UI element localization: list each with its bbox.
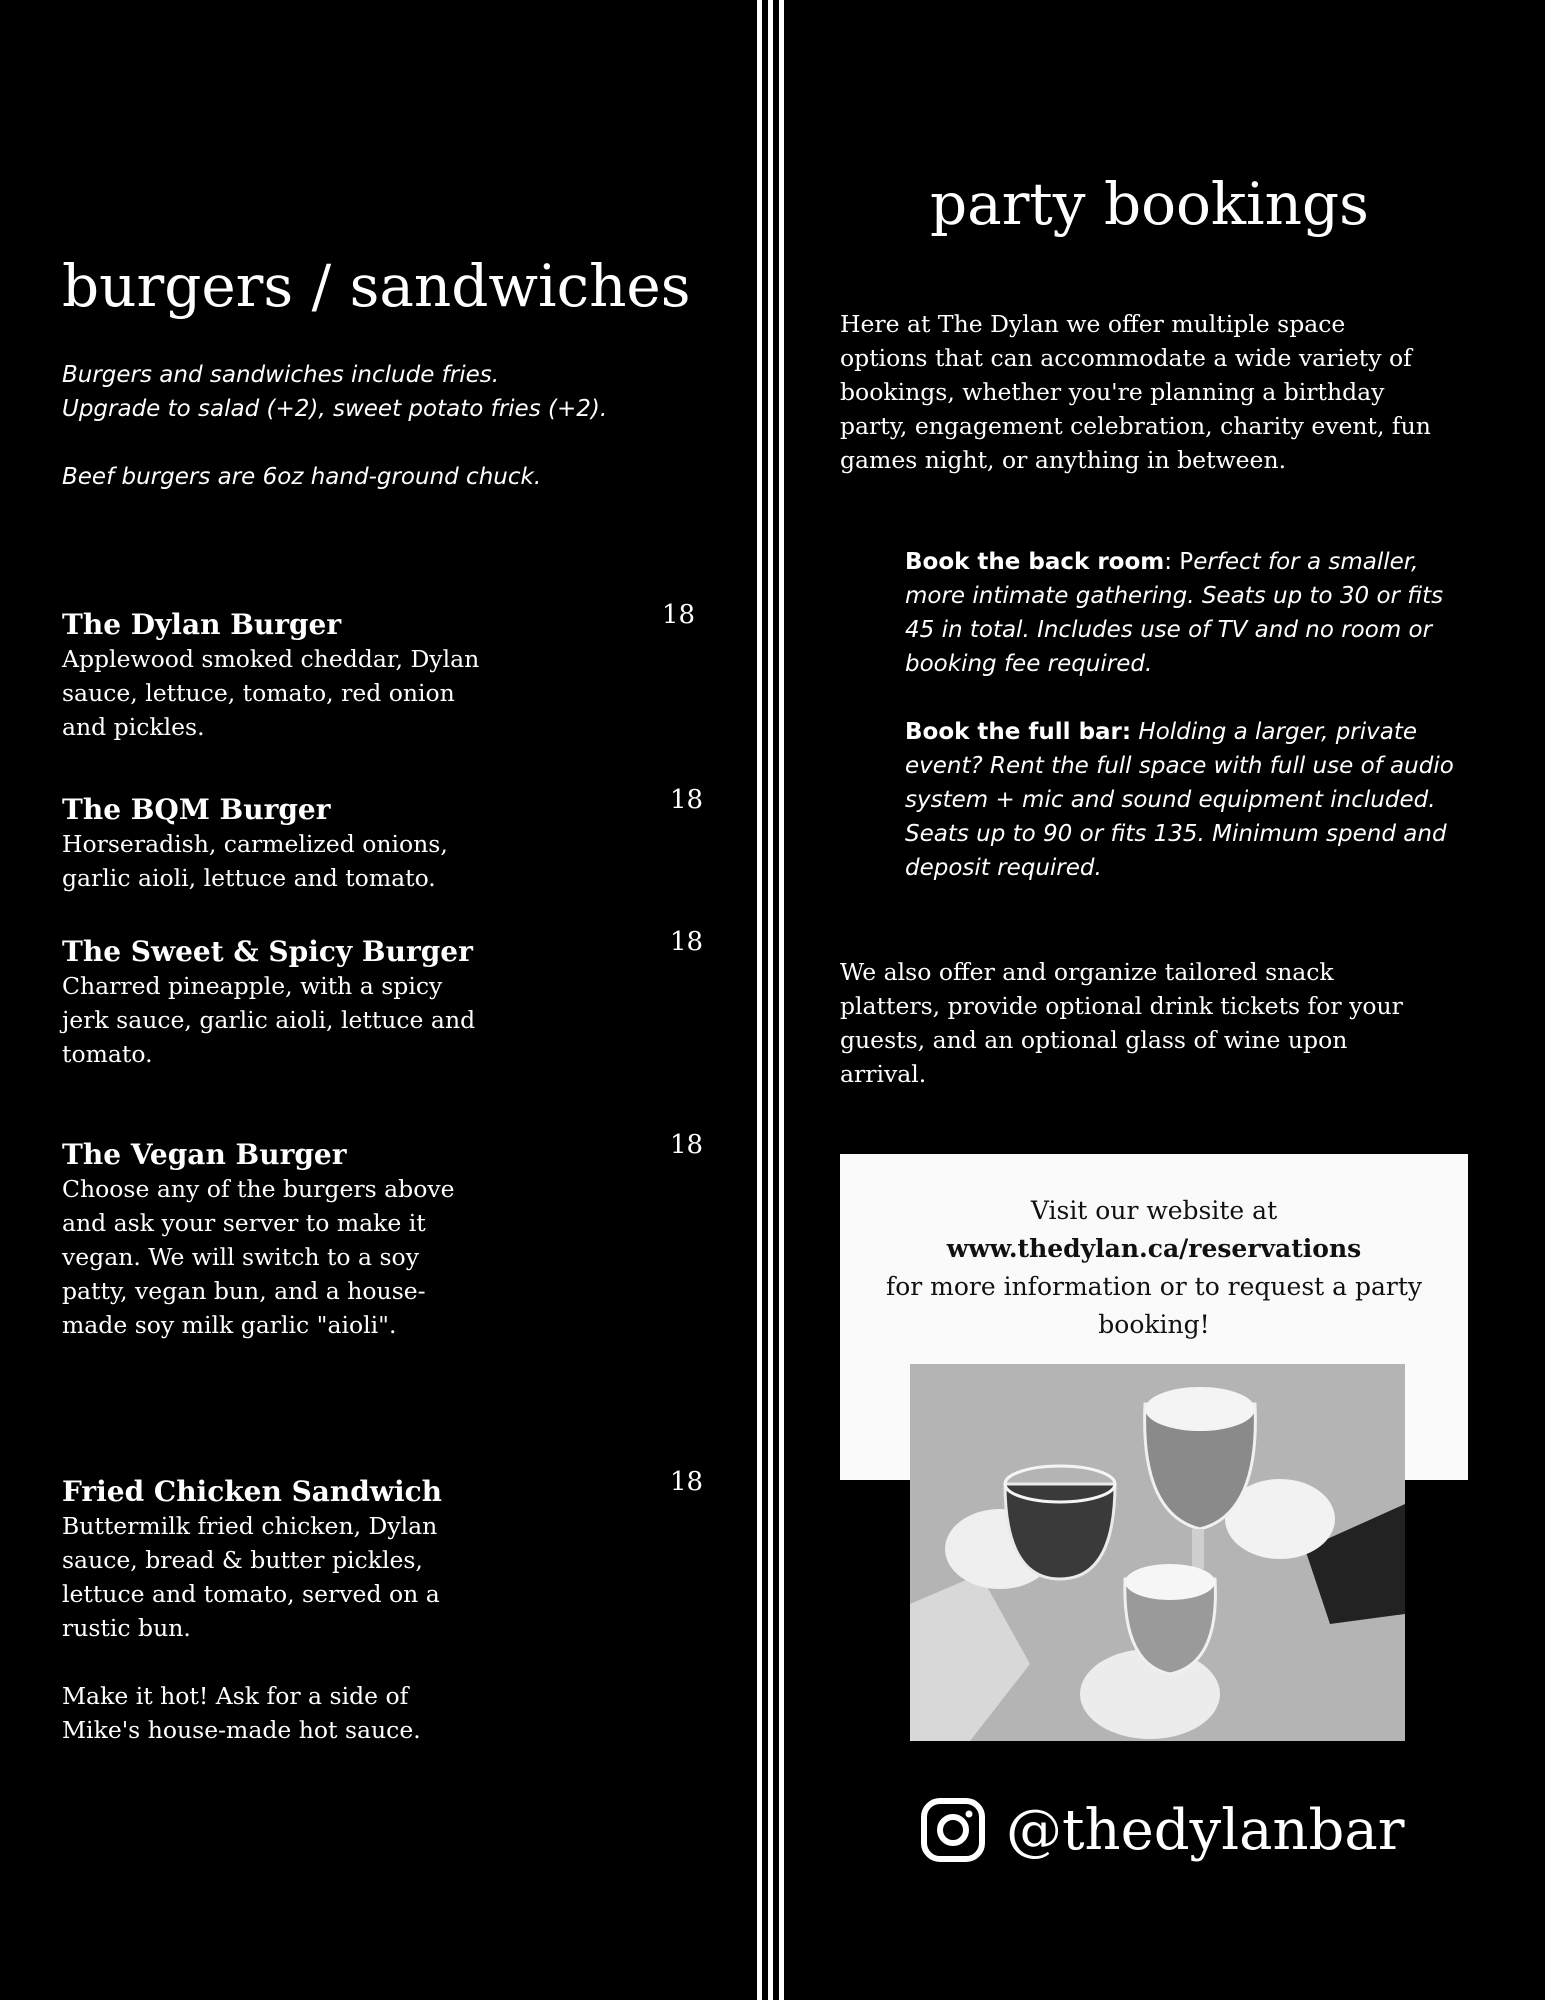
menu-item-fried-chicken-sandwich <box>62 1467 712 1747</box>
instagram-icon <box>920 1797 986 1863</box>
desc-line: garlic aioli, lettuce and tomato. <box>62 864 436 892</box>
divider-line <box>779 0 784 2000</box>
beer-foam-top <box>1145 1387 1255 1431</box>
option-line: booking fee required. <box>905 651 1153 677</box>
item-price: 18 <box>670 1467 704 1497</box>
option-line: system + mic and sound equipment included. <box>905 787 1436 813</box>
intro-line: Beef burgers are 6oz hand-ground chuck. <box>62 464 542 490</box>
beer-foam-bottom <box>1125 1564 1215 1600</box>
menu-intro <box>62 358 702 494</box>
item-name: The Dylan Burger <box>62 608 342 641</box>
option-label: Book the back room <box>905 549 1165 575</box>
intro-line: Upgrade to salad (+2), sweet potato fries (+2). <box>62 396 608 422</box>
divider-line <box>768 0 773 2000</box>
item-name: Fried Chicken Sandwich <box>62 1475 443 1508</box>
party-extras <box>840 955 1505 1091</box>
item-description <box>62 1172 712 1342</box>
cta-text <box>870 1192 1438 1344</box>
desc-line: vegan. We will switch to a soy <box>62 1243 419 1271</box>
desc-line: rustic bun. <box>62 1614 191 1642</box>
desc-line: Applewood smoked cheddar, Dylan <box>62 645 480 673</box>
item-price: 18 <box>662 600 696 630</box>
menu-item-dylan-burger <box>62 600 712 744</box>
item-name: The BQM Burger <box>62 793 331 826</box>
desc-line: tomato. <box>62 1040 153 1068</box>
desc-line: sauce, lettuce, tomato, red onion <box>62 679 455 707</box>
menu-intro-beef <box>62 460 702 494</box>
desc-line: made soy milk garlic "aioli". <box>62 1311 397 1339</box>
instagram-handle[interactable] <box>920 1790 1405 1870</box>
option-label: Book the full bar: <box>905 719 1132 745</box>
party-intro <box>840 307 1505 477</box>
full-bar-option <box>905 715 1505 885</box>
option-line: event? Rent the full space with full use of audio <box>905 753 1454 779</box>
desc-line: patty, vegan bun, and a house- <box>62 1277 426 1305</box>
desc-line: Charred pineapple, with a spicy <box>62 972 443 1000</box>
intro-line: Burgers and sandwiches include fries. <box>62 362 500 388</box>
option-separator: : P <box>1164 549 1194 575</box>
extras-line: We also offer and organize tailored snack <box>840 958 1334 986</box>
reservation-link[interactable]: www.thedylan.ca/reservations <box>946 1234 1362 1263</box>
option-line: Holding a larger, private <box>1131 719 1418 745</box>
menu-title: burgers / sandwiches <box>62 252 691 320</box>
item-price: 18 <box>670 927 704 957</box>
extras-line: arrival. <box>840 1060 927 1088</box>
note-line: Make it hot! Ask for a side of <box>62 1682 409 1710</box>
item-price: 18 <box>670 785 704 815</box>
item-description <box>62 969 712 1071</box>
extras-line: platters, provide optional drink tickets for your <box>840 992 1403 1020</box>
item-name: The Vegan Burger <box>62 1138 347 1171</box>
intro-line: options that can accommodate a wide variety of <box>840 344 1412 372</box>
desc-line: Horseradish, carmelized onions, <box>62 830 448 858</box>
option-line: erfect for a smaller, <box>1193 549 1419 575</box>
option-line: more intimate gathering. Seats up to 30 or fits <box>905 583 1444 609</box>
item-description <box>62 642 712 744</box>
cta-line: booking! <box>1098 1310 1210 1339</box>
desc-line: Buttermilk fried chicken, Dylan <box>62 1512 438 1540</box>
desc-line: Choose any of the burgers above <box>62 1175 455 1203</box>
item-name: The Sweet & Spicy Burger <box>62 935 473 968</box>
option-line: deposit required. <box>905 855 1102 881</box>
intro-line: bookings, whether you're planning a birthday <box>840 378 1385 406</box>
back-room-option <box>905 545 1505 681</box>
menu-item-sweet-spicy-burger <box>62 927 712 1071</box>
desc-line: and pickles. <box>62 713 205 741</box>
item-note <box>62 1679 712 1747</box>
divider-line <box>757 0 762 2000</box>
item-price: 18 <box>670 1130 704 1160</box>
option-line: 45 in total. Includes use of TV and no room or <box>905 617 1433 643</box>
note-line: Mike's house-made hot sauce. <box>62 1716 421 1744</box>
cta-line: Visit our website at <box>1030 1196 1278 1225</box>
cheers-photo <box>910 1364 1405 1741</box>
desc-line: sauce, bread & butter pickles, <box>62 1546 423 1574</box>
desc-line: lettuce and tomato, served on a <box>62 1580 440 1608</box>
item-description <box>62 1509 712 1645</box>
menu-panel <box>0 0 752 2000</box>
intro-line: party, engagement celebration, charity event, fun <box>840 412 1431 440</box>
item-description <box>62 827 712 895</box>
option-line: Seats up to 90 or fits 135. Minimum spend and <box>905 821 1447 847</box>
desc-line: and ask your server to make it <box>62 1209 426 1237</box>
intro-line: games night, or anything in between. <box>840 446 1287 474</box>
beer-glass-stem <box>1192 1529 1204 1569</box>
instagram-handle-text: @thedylanbar <box>1006 1797 1405 1863</box>
party-panel <box>790 0 1545 2000</box>
party-title: party bookings <box>930 170 1369 238</box>
intro-line: Here at The Dylan we offer multiple space <box>840 310 1346 338</box>
page-divider <box>752 0 790 2000</box>
menu-item-vegan-burger <box>62 1130 712 1342</box>
desc-line: jerk sauce, garlic aioli, lettuce and <box>62 1006 476 1034</box>
cheers-photo-illustration <box>910 1364 1405 1741</box>
extras-line: guests, and an optional glass of wine upon <box>840 1026 1348 1054</box>
cta-line: for more information or to request a party <box>885 1272 1423 1301</box>
menu-item-bqm-burger <box>62 785 712 895</box>
menu-intro-fries <box>62 358 702 426</box>
